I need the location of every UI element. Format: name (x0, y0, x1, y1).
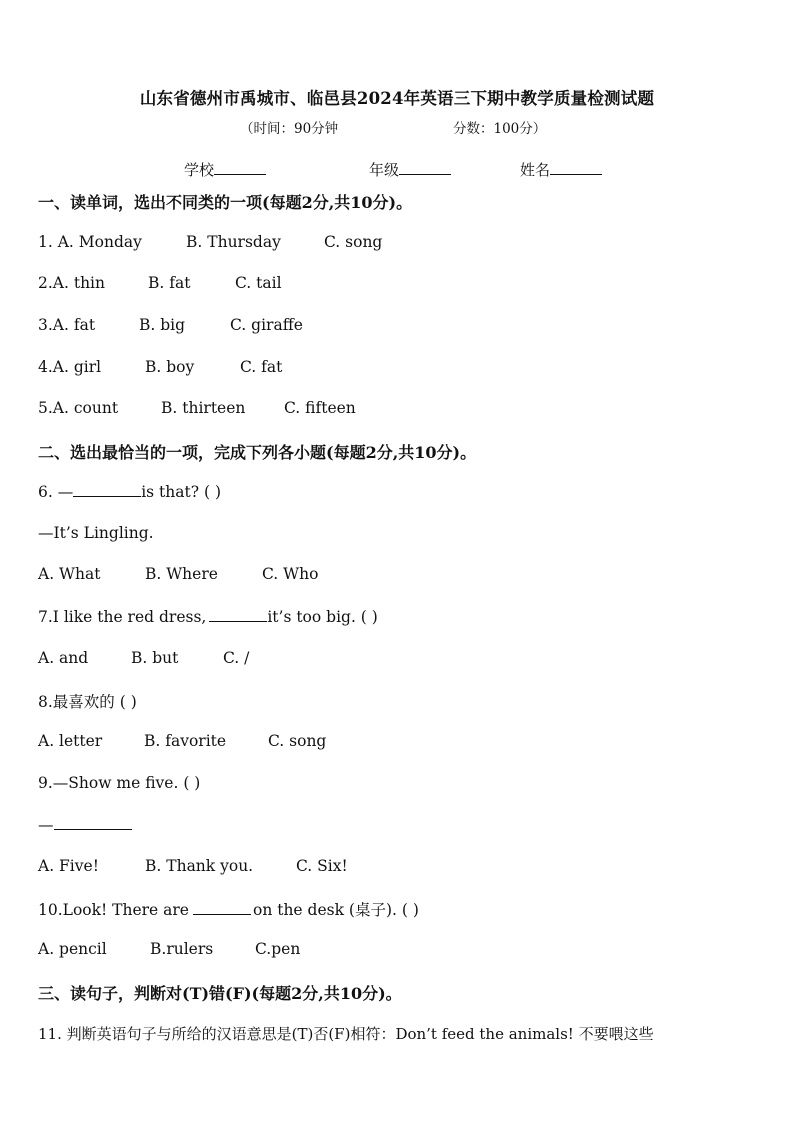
question-7 (38, 607, 378, 626)
q7-answer-blank[interactable] (209, 607, 267, 622)
q10-prefix: 10.Look! There are (38, 901, 189, 919)
q6-option-b: B. Where (145, 565, 218, 583)
q9-option-a: A. Five! (38, 857, 99, 875)
q5-option-b: B. thirteen (161, 399, 246, 417)
q9-options (38, 857, 348, 875)
q7-suffix: it’s too big. ( ) (267, 608, 378, 626)
q8-options (38, 732, 327, 750)
q6-options (38, 565, 319, 583)
q2-option-b: B. fat (148, 274, 191, 292)
question-10 (38, 898, 419, 920)
school-label: 学校 (184, 161, 215, 179)
section-1-heading: 一、读单词，选出不同类的一项(每题2分,共10分)。 (38, 193, 413, 212)
question-1 (38, 233, 383, 251)
q5-option-c: C. fifteen (284, 399, 356, 417)
question-3 (38, 316, 303, 334)
question-2 (38, 274, 282, 292)
exam-title: 山东省德州市禹城市、临邑县2024年英语三下期中教学质量检测试题 (139, 89, 655, 108)
q9-reply (38, 815, 132, 834)
q7-options (38, 649, 250, 667)
question-8: 8.最喜欢的 ( ) (38, 693, 137, 711)
question-4 (38, 358, 283, 376)
q9-answer-blank[interactable] (54, 815, 132, 830)
q10-option-a: A. pencil (38, 940, 107, 958)
q2-option-a: 2.A. thin (38, 274, 105, 292)
name-blank[interactable] (550, 160, 602, 175)
exam-score: 分数：100分） (453, 121, 547, 137)
q9-dash: — (38, 816, 54, 834)
name-field (520, 159, 602, 180)
q9-option-c: C. Six! (296, 857, 348, 875)
grade-label: 年级 (369, 161, 400, 179)
q7-option-a: A. and (38, 649, 89, 667)
q1-option-b: B. Thursday (186, 233, 281, 251)
q8-option-a: A. letter (38, 732, 103, 750)
q10-suffix: on the desk (桌子). ( ) (252, 901, 419, 919)
q6-prefix: 6. — (38, 483, 74, 501)
q10-option-c: C.pen (255, 940, 301, 958)
q6-answer-blank[interactable] (73, 482, 141, 497)
q3-option-a: 3.A. fat (38, 316, 96, 334)
q4-option-b: B. boy (145, 358, 195, 376)
grade-blank[interactable] (399, 160, 451, 175)
question-6 (38, 482, 221, 501)
q6-option-c: C. Who (262, 565, 319, 583)
q6-reply: —It’s Lingling. (38, 524, 154, 542)
q10-options (38, 940, 301, 958)
section-2-heading: 二、选出最恰当的一项，完成下列各小题(每题2分,共10分)。 (38, 443, 477, 462)
q7-option-c: C. / (223, 649, 250, 667)
q5-option-a: 5.A. count (38, 399, 119, 417)
q10-option-b: B.rulers (150, 940, 214, 958)
q4-option-a: 4.A. girl (38, 358, 102, 376)
q8-option-b: B. favorite (144, 732, 227, 750)
q4-option-c: C. fat (240, 358, 283, 376)
q8-option-c: C. song (268, 732, 327, 750)
school-field (184, 159, 266, 180)
q9-option-b: B. Thank you. (145, 857, 254, 875)
section-3-heading: 三、读句子，判断对(T)错(F)(每题2分,共10分)。 (38, 984, 402, 1003)
q10-answer-blank[interactable] (193, 900, 251, 915)
question-9: 9.—Show me five. ( ) (38, 774, 201, 792)
exam-time: （时间：90分钟 (240, 121, 339, 137)
grade-field (369, 159, 451, 180)
q3-option-b: B. big (139, 316, 186, 334)
q6-suffix: is that? ( ) (141, 483, 221, 501)
q3-option-c: C. giraffe (230, 316, 303, 334)
q7-option-b: B. but (131, 649, 179, 667)
q1-option-c: C. song (324, 233, 383, 251)
question-11: 11. 判断英语句子与所给的汉语意思是(T)否(F)相符：Don’t feed the animals! 不要喂这些 (38, 1025, 654, 1043)
q7-prefix: 7.I like the red dress, (38, 608, 207, 626)
name-label: 姓名 (520, 161, 551, 179)
q1-option-a: 1. A. Monday (38, 233, 142, 251)
question-5 (38, 399, 356, 417)
school-blank[interactable] (214, 160, 266, 175)
q2-option-c: C. tail (235, 274, 282, 292)
q6-option-a: A. What (38, 565, 101, 583)
